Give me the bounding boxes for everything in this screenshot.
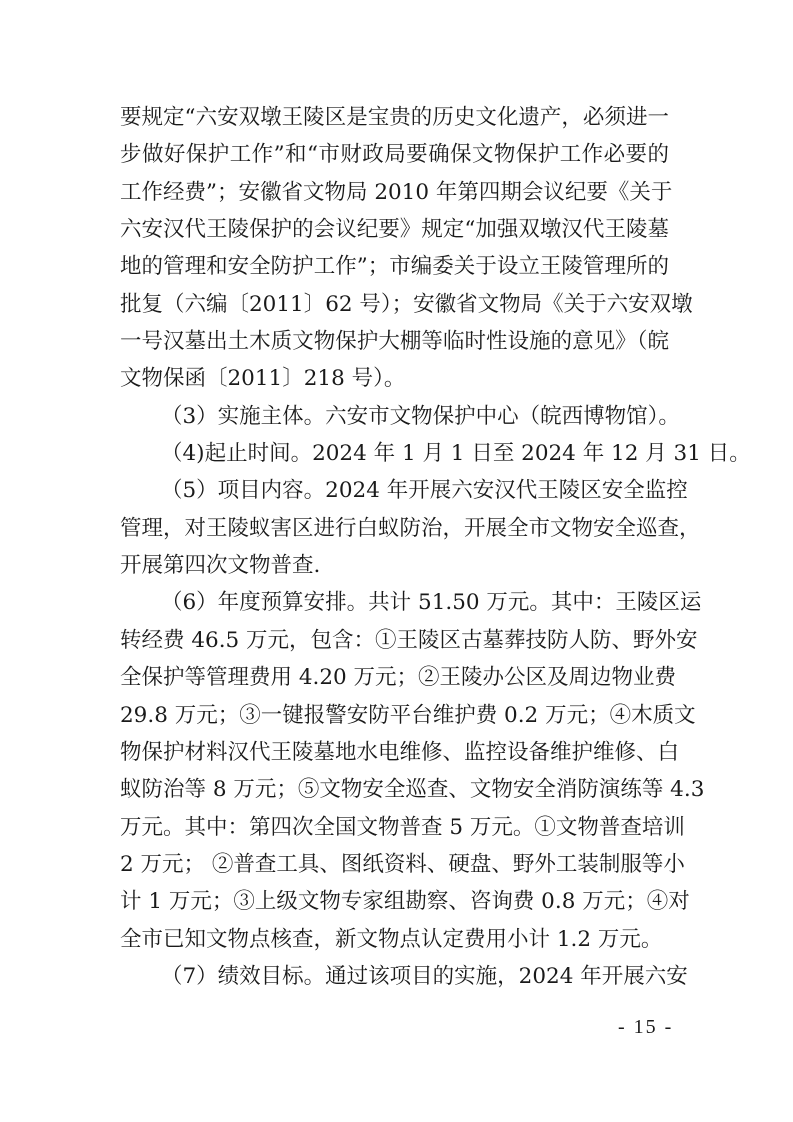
text-line: 管理，对王陵蚁害区进行白蚁防治，开展全市文物安全巡查，	[120, 515, 701, 541]
page-number: - 15 -	[618, 1016, 674, 1038]
text-line: 批复（六编〔2011〕62 号）；安徽省文物局《关于六安双墩	[120, 291, 693, 317]
text-line: 2 万元； ②普查工具、图纸资料、硬盘、野外工装制服等小	[120, 851, 685, 877]
text-line: 物保护材料汉代王陵墓地水电维修、监控设备维护维修、白	[120, 739, 680, 765]
text-line: 工作经费”；安徽省文物局 2010 年第四期会议纪要《关于	[120, 179, 673, 205]
text-line: 要规定“六安双墩王陵区是宝贵的历史文化遗产，必须进一	[120, 105, 669, 130]
text-line: 万元。其中：第四次全国文物普查 5 万元。①文物普查培训	[120, 814, 685, 840]
text-line: 地的管理和安全防护工作”；市编委关于设立王陵管理所的	[120, 254, 669, 280]
text-line: 一号汉墓出土木质文物保护大棚等临时性设施的意见》（皖	[120, 329, 669, 355]
text-line: 转经费 46.5 万元，包含：①王陵区古墓葬技防人防、野外安	[120, 627, 698, 653]
text-line: 29.8 万元；③一键报警安防平台维护费 0.2 万元；④木质文	[120, 702, 696, 728]
text-line: （3）实施主体。六安市文物保护中心（皖西博物馆）。	[161, 403, 680, 429]
text-line: 全市已知文物点核查，新文物点认定费用小计 1.2 万元。	[120, 926, 663, 952]
text-line: （7）绩效目标。通过该项目的实施，2024 年开展六安	[161, 963, 688, 989]
text-line: 六安汉代王陵保护的会议纪要》规定“加强双墩汉代王陵墓	[120, 217, 669, 243]
text-line: 开展第四次文物普查.	[120, 553, 321, 579]
document-body	[120, 99, 751, 995]
text-line: （5）项目内容。2024 年开展六安汉代王陵区安全监控	[161, 478, 688, 504]
text-line: 步做好保护工作”和“市财政局要确保文物保护工作必要的	[120, 142, 669, 168]
text-line: （4)起止时间。2024 年 1 月 1 日至 2024 年 12 月 31 日。	[161, 441, 751, 467]
text-line: 文物保函〔2011〕218 号）。	[120, 366, 406, 392]
text-line: 全保护等管理费用 4.20 万元；②王陵办公区及周边物业费	[120, 665, 677, 691]
text-line: 计 1 万元；③上级文物专家组勘察、咨询费 0.8 万元；④对	[120, 889, 690, 915]
text-line: 蚁防治等 8 万元；⑤文物安全巡查、文物安全消防演练等 4.3	[120, 777, 705, 803]
text-line: （6）年度预算安排。共计 51.50 万元。其中：王陵区运	[161, 590, 702, 616]
